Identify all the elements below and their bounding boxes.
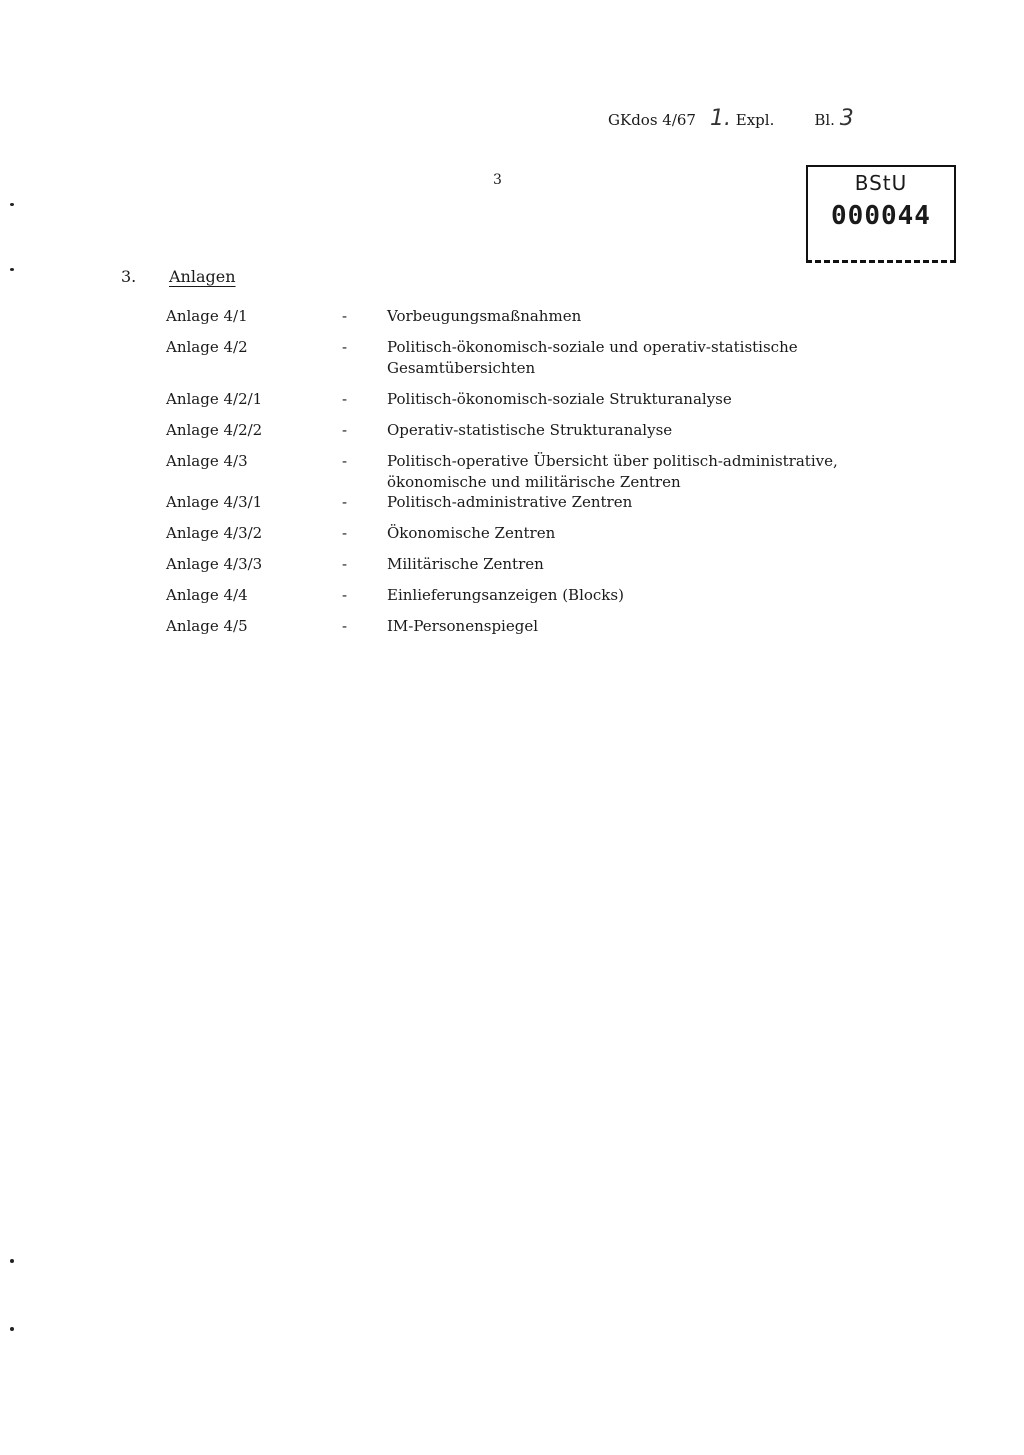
scan-mark xyxy=(10,203,14,206)
annex-row xyxy=(166,492,906,523)
annex-label: Anlage 4/2/1 xyxy=(166,390,263,408)
annex-description: Politisch-ökonomisch-soziale Strukturanalyse xyxy=(387,390,732,408)
annex-label: Anlage 4/5 xyxy=(166,617,248,635)
annex-dash: - xyxy=(342,338,348,356)
annex-dash: - xyxy=(342,555,348,573)
classification-ref: GKdos 4/67 xyxy=(608,111,696,129)
annex-row xyxy=(166,523,906,554)
page-number: 3 xyxy=(493,172,502,188)
stamp-number: 000044 xyxy=(831,201,931,231)
annex-dash: - xyxy=(342,452,348,470)
handwritten-copy-number: 1. xyxy=(709,106,731,131)
annex-dash: - xyxy=(342,617,348,635)
handwritten-sheet-number: 3 xyxy=(839,106,854,131)
annex-label: Anlage 4/3/3 xyxy=(166,555,263,573)
scan-mark xyxy=(10,268,14,271)
annex-label: Anlage 4/3/2 xyxy=(166,524,263,542)
annex-description: IM-Personenspiegel xyxy=(387,617,538,635)
annex-row xyxy=(166,616,906,647)
annex-description: Ökonomische Zentren xyxy=(387,524,556,542)
annex-label: Anlage 4/3 xyxy=(166,452,248,470)
annex-description: Militärische Zentren xyxy=(387,555,544,573)
annex-dash: - xyxy=(342,493,348,511)
annex-row xyxy=(166,389,906,420)
annex-label: Anlage 4/1 xyxy=(166,307,248,325)
annex-row xyxy=(166,451,906,492)
annex-row xyxy=(166,585,906,616)
annex-label: Anlage 4/4 xyxy=(166,586,248,604)
sheet-label: Bl. xyxy=(814,111,835,129)
document-reference xyxy=(608,106,854,131)
copy-label: Expl. xyxy=(735,111,775,129)
archive-stamp xyxy=(806,165,956,263)
section-title: Anlagen xyxy=(169,267,236,286)
scan-mark xyxy=(10,1327,14,1331)
annex-dash: - xyxy=(342,524,348,542)
scan-mark xyxy=(10,1259,14,1263)
annex-dash: - xyxy=(342,421,348,439)
annex-row xyxy=(166,337,906,389)
annex-label: Anlage 4/2 xyxy=(166,338,248,356)
annex-description: Vorbeugungsmaßnahmen xyxy=(387,307,582,325)
annex-row xyxy=(166,420,906,451)
stamp-org: BStU xyxy=(854,171,908,195)
annex-dash: - xyxy=(342,307,348,325)
annex-description: Einlieferungsanzeigen (Blocks) xyxy=(387,586,624,604)
annex-description: Politisch-administrative Zentren xyxy=(387,493,633,511)
annex-row xyxy=(166,554,906,585)
annex-row xyxy=(166,306,906,337)
annex-label: Anlage 4/3/1 xyxy=(166,493,263,511)
annex-description: Politisch-ökonomisch-soziale und operativ-statistische Gesamtübersichten xyxy=(387,338,798,377)
annex-description: Operativ-statistische Strukturanalyse xyxy=(387,421,673,439)
annex-list xyxy=(166,306,906,647)
annex-dash: - xyxy=(342,586,348,604)
section-number: 3. xyxy=(121,267,137,286)
annex-label: Anlage 4/2/2 xyxy=(166,421,263,439)
annex-dash: - xyxy=(342,390,348,408)
annex-description: Politisch-operative Übersicht über politisch-administrative, ökonomische und militärische Zentren xyxy=(387,452,838,491)
section-heading xyxy=(121,267,236,286)
